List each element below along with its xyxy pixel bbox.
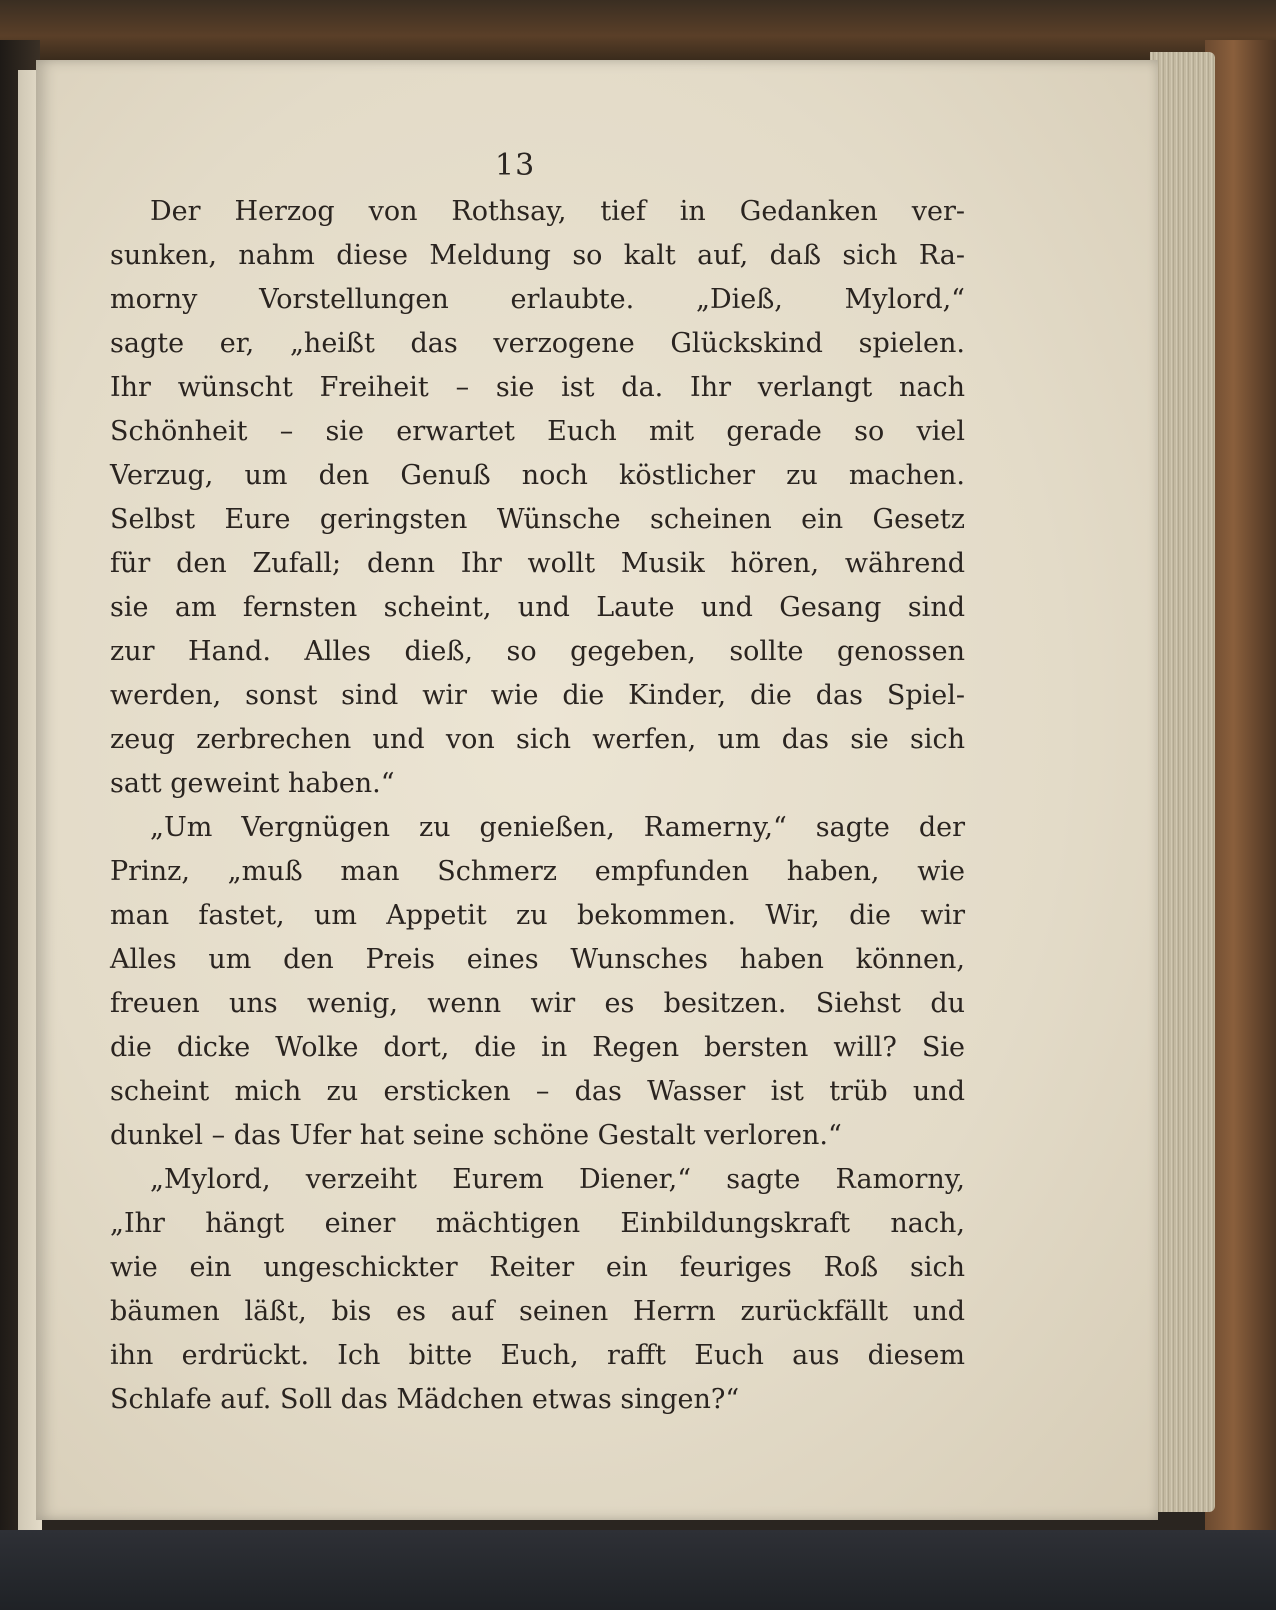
text-line: bäumen läßt, bis es auf seinen Herrn zurückfällt und: [110, 1296, 965, 1327]
text-line: Schönheit – sie erwartet Euch mit gerade so viel: [110, 416, 965, 447]
text-line: satt geweint haben.“: [110, 768, 395, 799]
book-binding-top: [0, 0, 1276, 60]
text-line: scheint mich zu ersticken – das Wasser ist trüb und: [110, 1076, 965, 1107]
text-line: „Mylord, verzeiht Eurem Diener,“ sagte Ramorny,: [150, 1164, 965, 1195]
text-line: sunken, nahm diese Meldung so kalt auf, daß sich Ra-: [110, 240, 965, 271]
page-text-block: [110, 190, 965, 1422]
text-line: Ihr wünscht Freiheit – sie ist da. Ihr verlangt nach: [110, 372, 965, 403]
text-line: sie am fernsten scheint, und Laute und Gesang sind: [110, 592, 965, 623]
text-line: zur Hand. Alles dieß, so gegeben, sollte genossen: [110, 636, 965, 667]
text-line: werden, sonst sind wir wie die Kinder, die das Spiel-: [110, 680, 965, 711]
text-line: „Um Vergnügen zu genießen, Ramerny,“ sagte der: [150, 812, 965, 843]
text-line: wie ein ungeschickter Reiter ein feuriges Roß sich: [110, 1252, 965, 1283]
text-line: ihn erdrückt. Ich bitte Euch, rafft Euch aus diesem: [110, 1340, 965, 1371]
text-line: „Ihr hängt einer mächtigen Einbildungskraft nach,: [110, 1208, 965, 1239]
text-line: Verzug, um den Genuß noch köstlicher zu machen.: [110, 460, 965, 491]
text-line: Alles um den Preis eines Wunsches haben können,: [110, 944, 965, 975]
text-line: Selbst Eure geringsten Wünsche scheinen ein Gesetz: [110, 504, 965, 535]
book-binding-bottom: [0, 1530, 1276, 1610]
text-line: die dicke Wolke dort, die in Regen bersten will? Sie: [110, 1032, 965, 1063]
text-line: freuen uns wenig, wenn wir es besitzen. Siehst du: [110, 988, 965, 1019]
text-line: Schlafe auf. Soll das Mädchen etwas singen?“: [110, 1384, 740, 1415]
text-line: man fastet, um Appetit zu bekommen. Wir, die wir: [110, 900, 965, 931]
text-line: sagte er, „heißt das verzogene Glückskind spielen.: [110, 328, 965, 359]
text-line: Prinz, „muß man Schmerz empfunden haben, wie: [110, 856, 965, 887]
text-line: Der Herzog von Rothsay, tief in Gedanken ver-: [150, 196, 965, 227]
book-cover-right: [1205, 40, 1276, 1550]
page-edges: [1150, 52, 1215, 1512]
text-line: zeug zerbrechen und von sich werfen, um das sie sich: [110, 724, 965, 755]
text-line: für den Zufall; denn Ihr wollt Musik hören, während: [110, 548, 965, 579]
page-number: 13: [495, 148, 536, 183]
text-line: morny Vorstellungen erlaubte. „Dieß, Mylord,“: [110, 284, 965, 315]
text-line: dunkel – das Ufer hat seine schöne Gestalt verloren.“: [110, 1120, 842, 1151]
